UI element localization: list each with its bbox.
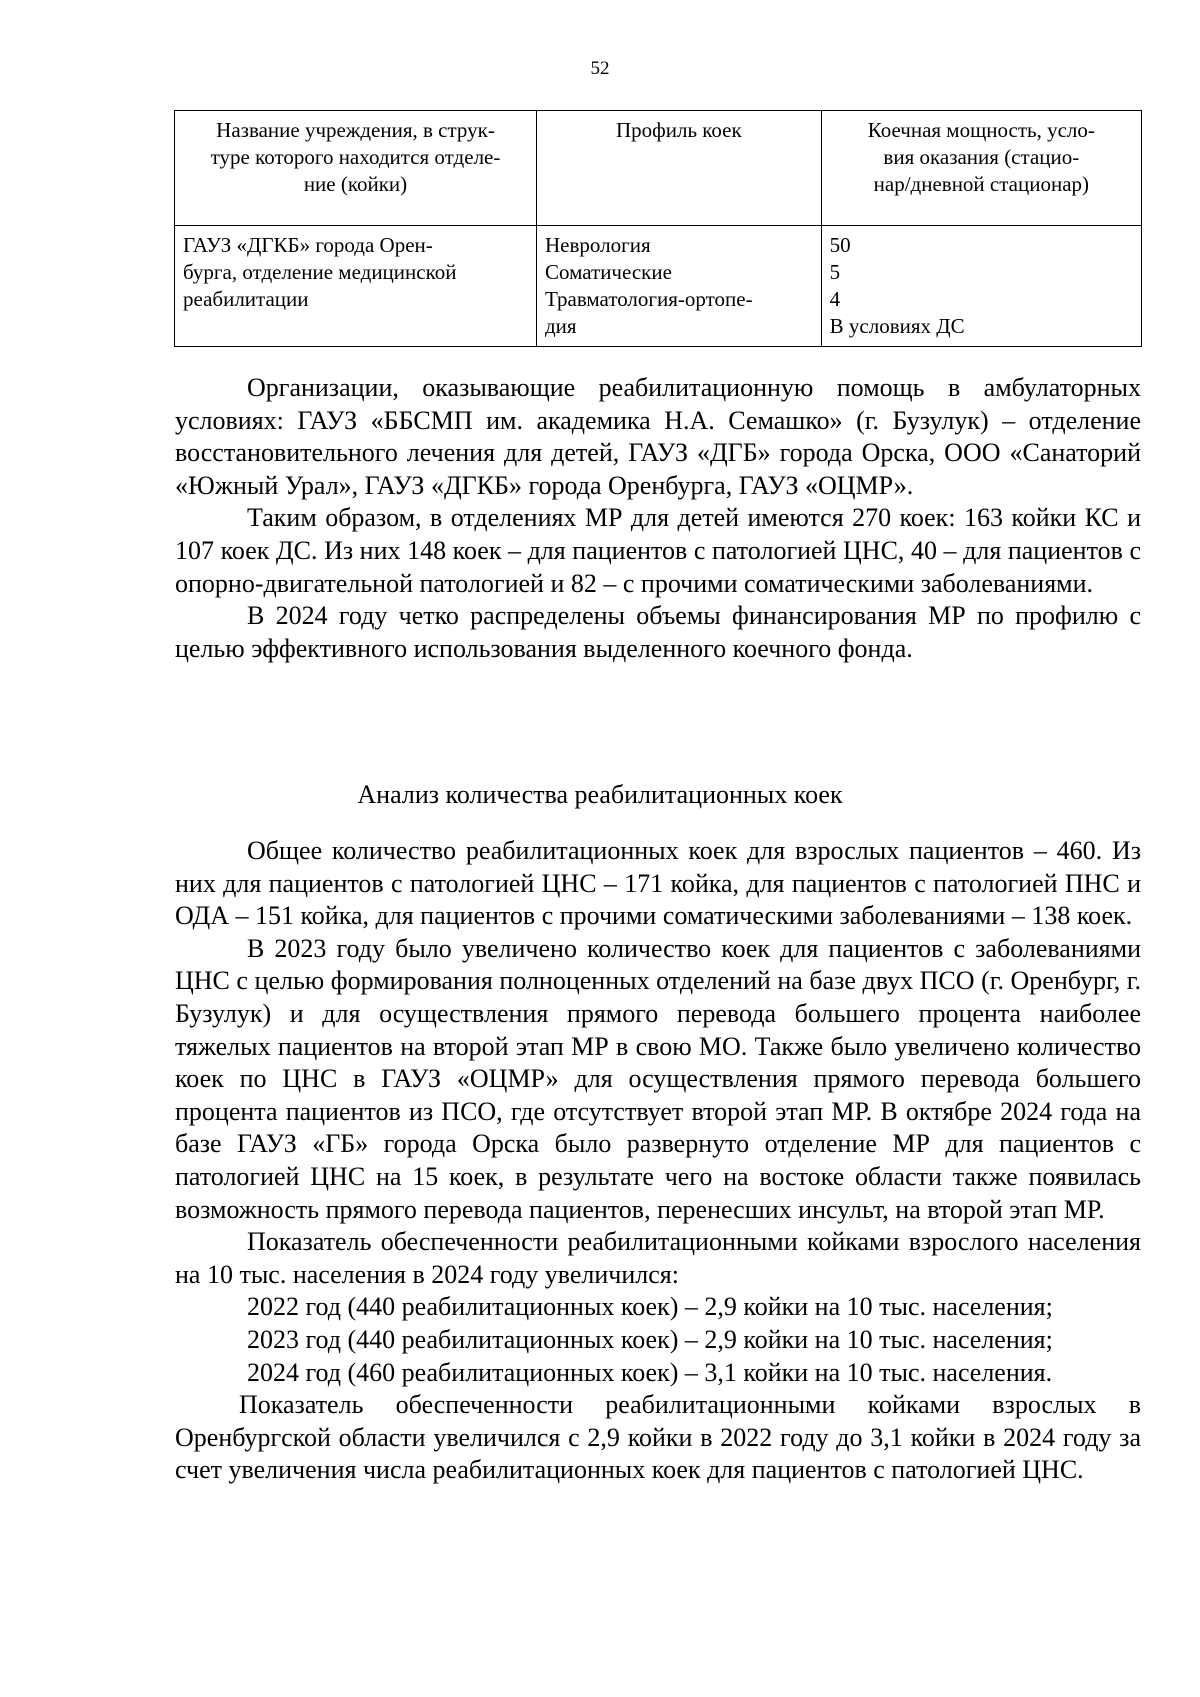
- cell-line: бурга, отделение медицинской: [183, 260, 457, 284]
- paragraph: Показатель обеспеченности реабилитационными койками взрослого населения на 10 тыс. населения в 2024 году увеличился:: [175, 1227, 1141, 1289]
- paragraph: Организации, оказывающие реабилитационную помощь в амбулаторных условиях: ГАУЗ «ББСМП им. академика Н.А. Семашко» (г. Бузулук) – отделение восстановительного лечения для детей, ГАУЗ «ДГБ» города Орска, ООО «Санаторий «Южный Урал», ГАУЗ «ДГКБ» города Оренбурга, ГАУЗ «ОЦМР».: [175, 373, 1141, 500]
- cell-line: ГАУЗ «ДГКБ» города Орен-: [183, 233, 433, 257]
- header-line: нар/дневной стационар): [873, 172, 1090, 196]
- header-line: вия оказания (стацио-: [883, 145, 1080, 169]
- cell-line: Соматические: [544, 260, 672, 284]
- intro-text: [175, 372, 1141, 665]
- paragraph: Общее количество реабилитационных коек для взрослых пациентов – 460. Из них для пациентов с патологией ЦНС – 171 койка, для пациентов с патологией ПНС и ОДА – 151 койка, для пациентов с прочими соматическими заболеваниями – 138 коек.: [175, 836, 1141, 931]
- cell-line: дия: [544, 314, 577, 338]
- paragraph: В 2024 году четко распределены объемы финансирования МР по профилю с целью эффективного использования выделенного коечного фонда.: [175, 601, 1141, 663]
- paragraph: Таким образом, в отделениях МР для детей имеются 270 коек: 163 койки КС и 107 коек ДС. Из них 148 коек – для пациентов с патологией ЦНС, 40 – для пациентов с опорно-двигательной патологией и 82 – с прочими соматическими заболеваниями.: [175, 503, 1141, 598]
- header-line: Коечная мощность, усло-: [867, 118, 1095, 142]
- cell-line: Травматология-ортопе-: [544, 287, 753, 311]
- page-number: 52: [590, 58, 610, 79]
- header-capacity: [821, 111, 1141, 226]
- cell-institution: [175, 226, 537, 347]
- section-heading: Анализ количества реабилитационных коек: [357, 780, 843, 809]
- cell-line: реабилитации: [183, 287, 309, 311]
- cell-line: 4: [829, 287, 841, 311]
- header-line: ние (койки): [303, 172, 408, 196]
- year-lines: [175, 1291, 1141, 1389]
- cell-profiles: [536, 226, 821, 347]
- table-row: [175, 226, 1142, 347]
- year-line: 2023 год (440 реабилитационных коек) – 2,9 койки на 10 тыс. населения;: [247, 1324, 1053, 1354]
- cell-line: В условиях ДС: [829, 314, 965, 338]
- header-line: Название учреждения, в струк-: [216, 118, 495, 142]
- cell-capacities: [821, 226, 1141, 347]
- cell-line: Неврология: [544, 233, 651, 257]
- paragraph: В 2023 году было увеличено количество коек для пациентов с заболеваниями ЦНС с целью формирования полноценных отделений на базе двух ПСО (г. Оренбург, г. Бузулук) и для осуществления прямого перевода большего процента наиболее тяжелых пациентов на второй этап МР в свою МО. Также было увеличено количество коек по ЦНС в ГАУЗ «ОЦМР» для осуществления прямого перевода большего процента пациентов из ПСО, где отсутствует второй этап МР. В октябре 2024 года на базе ГАУЗ «ГБ» города Орска было развернуто отделение МР для пациентов с патологией ЦНС на 15 коек, в результате чего на востоке области также появилась возможность прямого перевода пациентов, перенесших инсульт, на второй этап МР.: [175, 933, 1141, 1224]
- year-line: 2024 год (460 реабилитационных коек) – 3,1 койки на 10 тыс. населения.: [247, 1357, 1053, 1387]
- header-line: туре которого находится отделе-: [210, 145, 501, 169]
- cell-line: 50: [829, 233, 851, 257]
- header-line: Профиль коек: [615, 118, 742, 142]
- cell-line: 5: [829, 260, 841, 284]
- paragraph: Показатель обеспеченности реабилитационными койками взрослых в Оренбургской области увеличился с 2,9 койки в 2022 году до 3,1 койки в 2024 году за счет увеличения числа реабилитационных коек для пациентов с патологией ЦНС.: [175, 1390, 1141, 1485]
- header-profile: [536, 111, 821, 226]
- header-institution: [175, 111, 537, 226]
- year-line: 2022 год (440 реабилитационных коек) – 2,9 койки на 10 тыс. населения;: [247, 1292, 1053, 1322]
- table-header-row: [175, 111, 1142, 226]
- beds-table: [174, 110, 1142, 347]
- analysis-text: [175, 835, 1141, 1487]
